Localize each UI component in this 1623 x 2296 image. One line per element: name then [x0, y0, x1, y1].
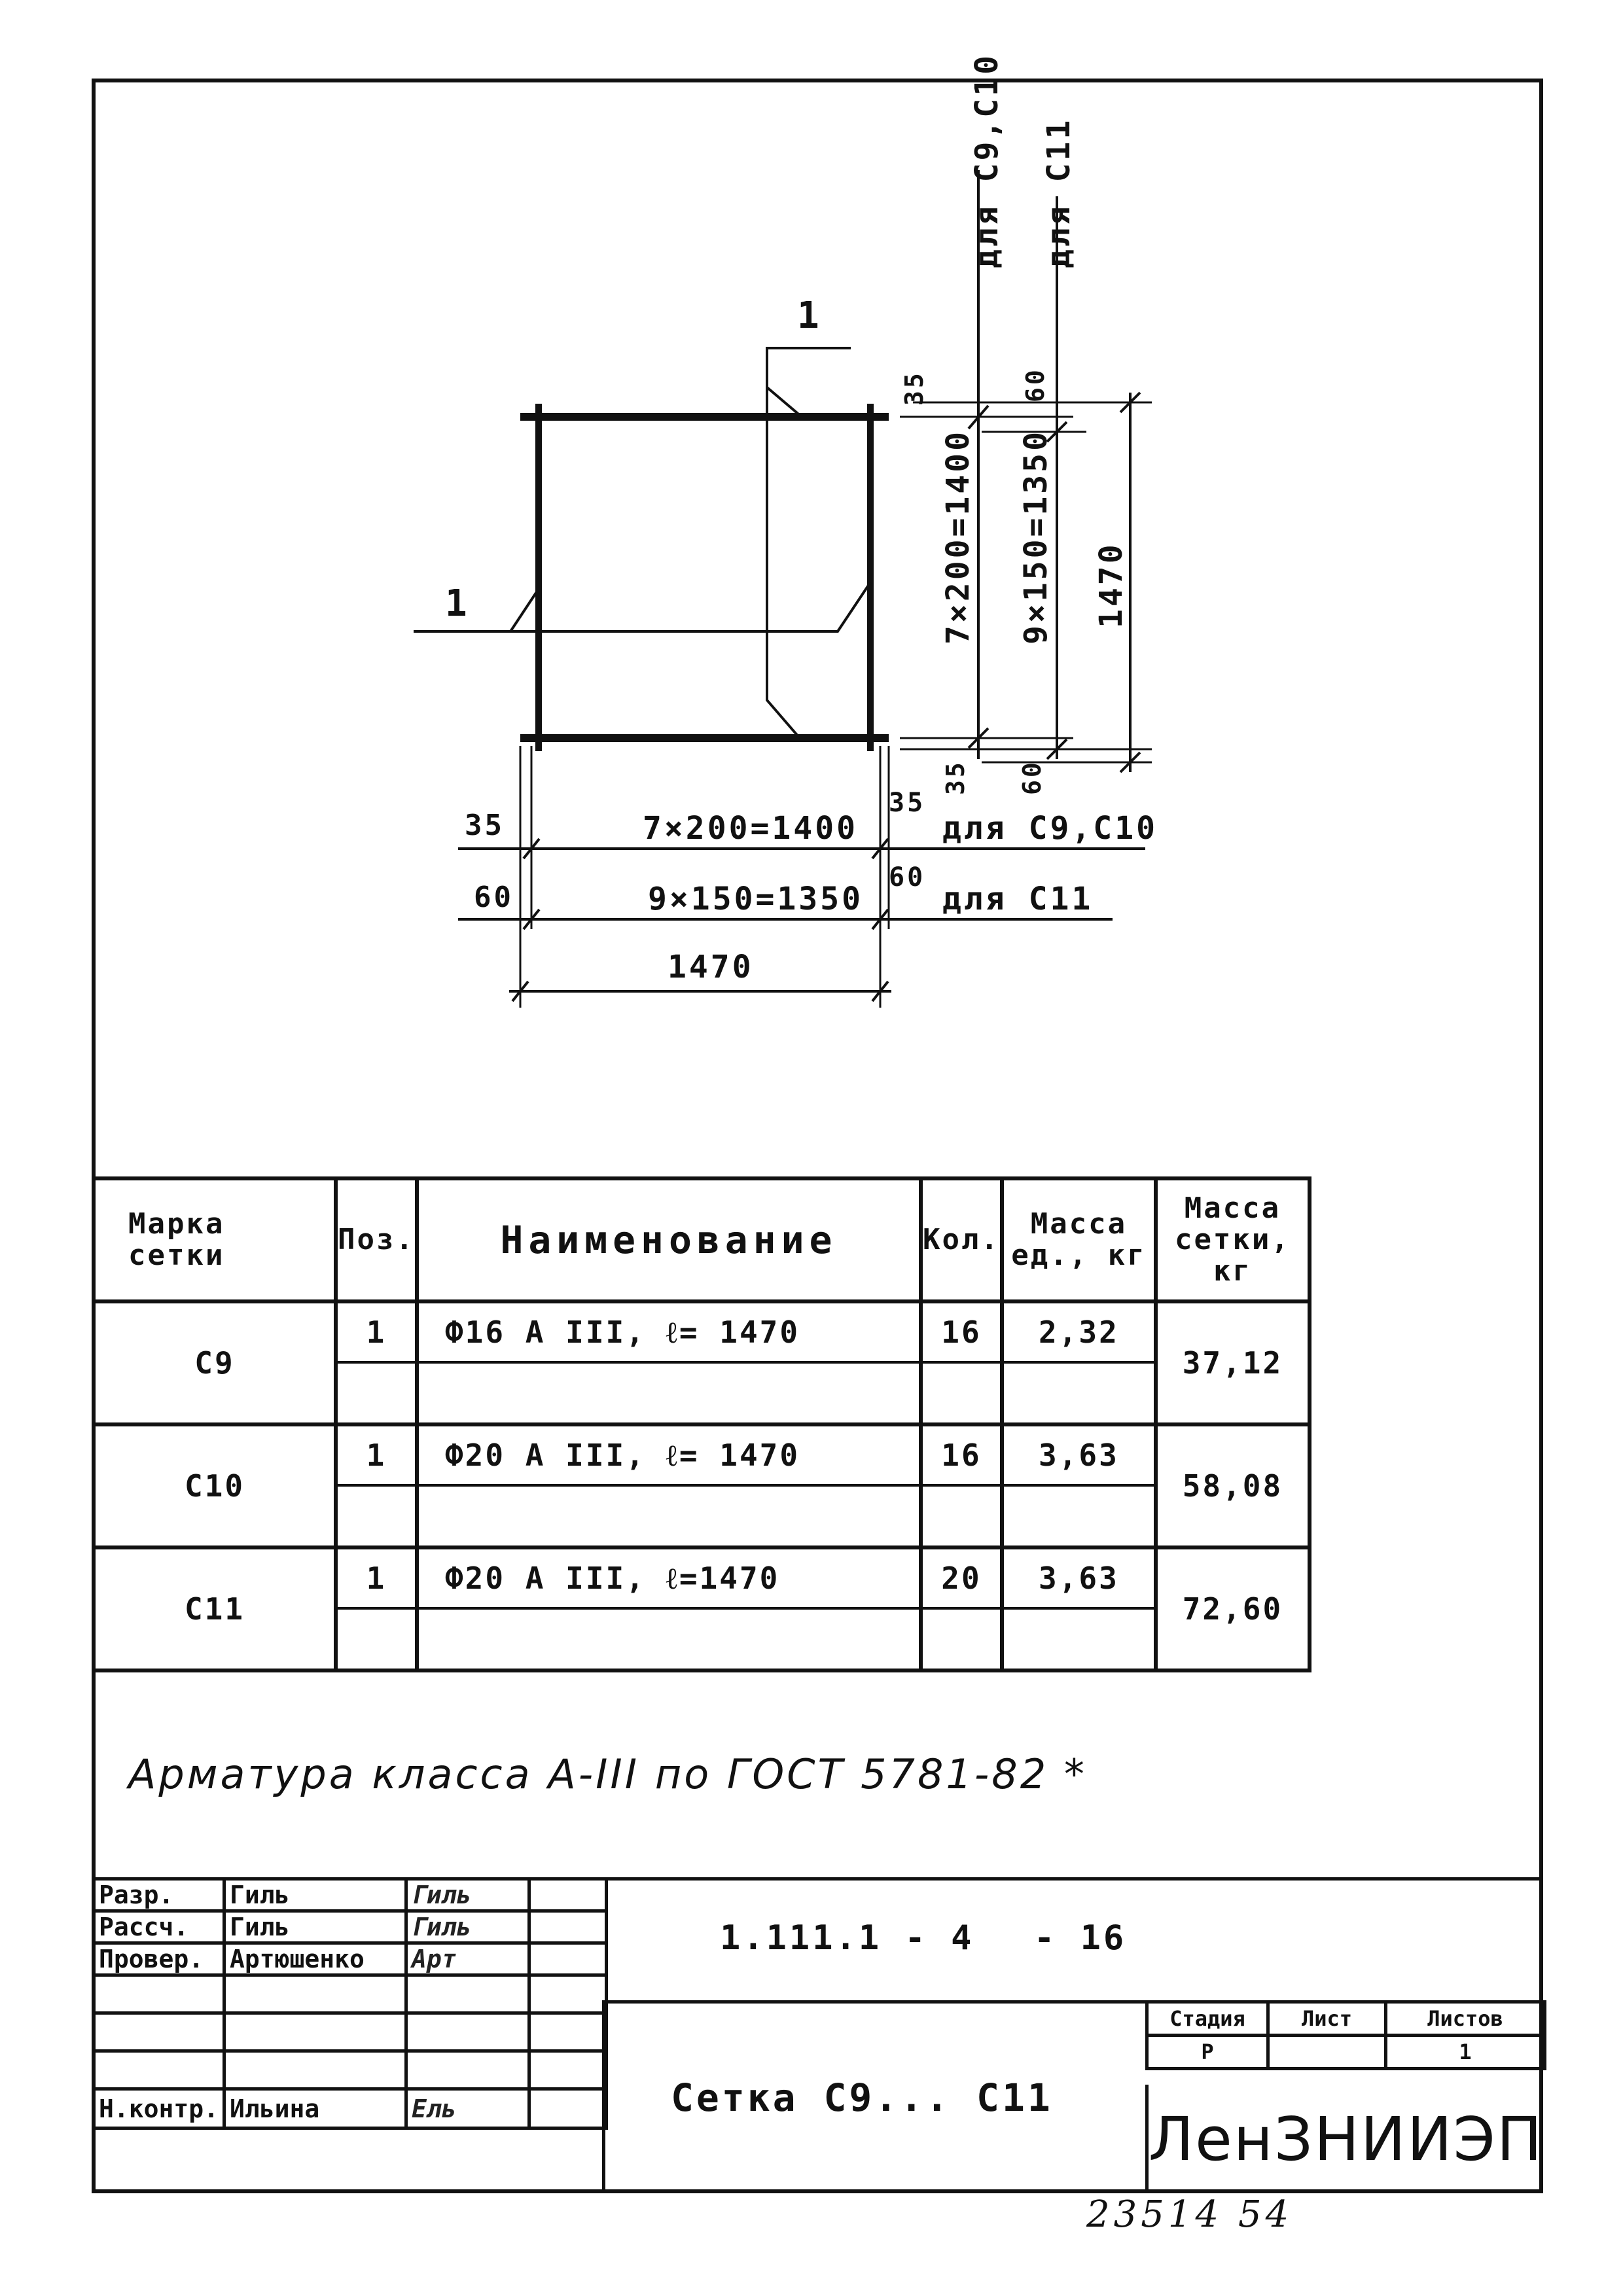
row-mass-unit: 3,63 — [1004, 1426, 1154, 1487]
role-label: Провер. — [94, 1943, 224, 1975]
v-dim-9x150: 9×150=1350 — [1018, 429, 1054, 645]
role-name: Артюшенко — [224, 1943, 406, 1975]
drawing-title-box — [602, 2000, 1145, 2193]
header-name: Наименование — [417, 1178, 921, 1301]
table-row — [94, 1547, 1310, 1670]
section-line-horizontal — [414, 582, 870, 631]
v-label-c11: для С11 — [1041, 117, 1077, 268]
role-label: Рассч. — [94, 1911, 224, 1943]
document-code-box — [602, 1877, 1543, 2004]
h-dim-1470: 1470 — [668, 949, 754, 985]
sheet-value — [1268, 2036, 1386, 2069]
sheets-value: 1 — [1386, 2036, 1545, 2069]
section-mark-top: 1 — [797, 294, 822, 337]
h-dim-7x200: 7×200=1400 — [643, 810, 858, 847]
row-mark: С11 — [94, 1547, 336, 1670]
role-label: Н.контр. — [94, 2089, 224, 2128]
v-dim-7x200: 7×200=1400 — [940, 429, 976, 645]
row-name: Ф20 А III, ℓ=1470 — [419, 1549, 919, 1610]
document-code: 1.111.1 - 4 — [720, 1918, 974, 1958]
header-mark: Марка сетки — [94, 1178, 336, 1301]
role-label: Разр. — [94, 1879, 224, 1911]
spec-table — [92, 1176, 1311, 1672]
stage-label: Стадия — [1147, 2002, 1268, 2036]
role-signature: Гиль — [406, 1911, 529, 1943]
row-pos: 1 — [338, 1426, 415, 1487]
row-qty: 16 — [923, 1303, 1000, 1364]
section-line-vertical — [767, 348, 851, 738]
sheets-label: Листов — [1386, 2002, 1545, 2036]
v-dim-60-top: 60 — [1021, 367, 1050, 402]
h-dim-60-left: 60 — [474, 881, 514, 914]
h-dim-35-left: 35 — [465, 809, 505, 842]
header-pos: Поз. — [336, 1178, 417, 1301]
role-row — [94, 1879, 607, 1911]
v-dim-35-top: 35 — [900, 370, 929, 406]
row-mass-mesh: 58,08 — [1156, 1424, 1310, 1547]
row-qty: 16 — [923, 1426, 1000, 1487]
role-row — [94, 1975, 607, 2013]
v-dim-60-bottom: 60 — [1018, 760, 1046, 795]
table-row — [94, 1424, 1310, 1547]
role-row — [94, 2013, 607, 2051]
h-dim-9x150: 9×150=1350 — [648, 881, 863, 917]
header-mass-unit: Масса ед., кг — [1002, 1178, 1156, 1301]
stage-value: Р — [1147, 2036, 1268, 2069]
role-row — [94, 1943, 607, 1975]
row-mass-unit: 3,63 — [1004, 1549, 1154, 1610]
row-pos: 1 — [338, 1549, 415, 1610]
section-mark-left: 1 — [445, 582, 470, 625]
row-mark: С9 — [94, 1301, 336, 1424]
row-mark: С10 — [94, 1424, 336, 1547]
h-label-c9c10: для С9,С10 — [942, 810, 1158, 847]
header-mass-mesh: Масса сетки, кг — [1156, 1178, 1310, 1301]
row-qty: 20 — [923, 1549, 1000, 1610]
stage-table — [1145, 2000, 1546, 2070]
row-mass-mesh: 37,12 — [1156, 1301, 1310, 1424]
v-dim-35-bottom: 35 — [941, 760, 970, 795]
h-label-c11: для С11 — [942, 881, 1094, 917]
sheet-label: Лист — [1268, 2002, 1386, 2036]
row-mass-mesh: 72,60 — [1156, 1547, 1310, 1670]
title-block-roles — [92, 1877, 608, 2130]
reinforcement-note: Арматура класса А-III по ГОСТ 5781-82 * — [128, 1750, 1087, 1798]
h-dim-35-right: 35 — [889, 788, 926, 818]
organization-name: ЛенЗНИИЭП — [1145, 2085, 1543, 2193]
v-label-c9c10: для С9,С10 — [969, 53, 1005, 268]
role-name: Гиль — [224, 1911, 406, 1943]
role-signature: Ель — [406, 2089, 529, 2128]
row-mass-unit: 2,32 — [1004, 1303, 1154, 1364]
row-name: Ф20 А III, ℓ= 1470 — [419, 1426, 919, 1487]
row-name: Ф16 А III, ℓ= 1470 — [419, 1303, 919, 1364]
v-dim-1470: 1470 — [1093, 542, 1130, 628]
sheet-code: - 16 — [1034, 1918, 1127, 1958]
h-dim-60-right: 60 — [889, 862, 926, 892]
role-row — [94, 2089, 607, 2128]
role-name: Ильина — [224, 2089, 406, 2128]
role-name: Гиль — [224, 1879, 406, 1911]
role-row — [94, 1911, 607, 1943]
footer-number: 23514 54 — [1086, 2193, 1293, 2236]
role-signature: Гиль — [406, 1879, 529, 1911]
role-row — [94, 2051, 607, 2089]
role-signature: Арт — [406, 1943, 529, 1975]
drawing-title: Сетка С9... С11 — [671, 2075, 1053, 2120]
row-pos: 1 — [338, 1303, 415, 1364]
header-qty: Кол. — [921, 1178, 1002, 1301]
table-row — [94, 1301, 1310, 1424]
